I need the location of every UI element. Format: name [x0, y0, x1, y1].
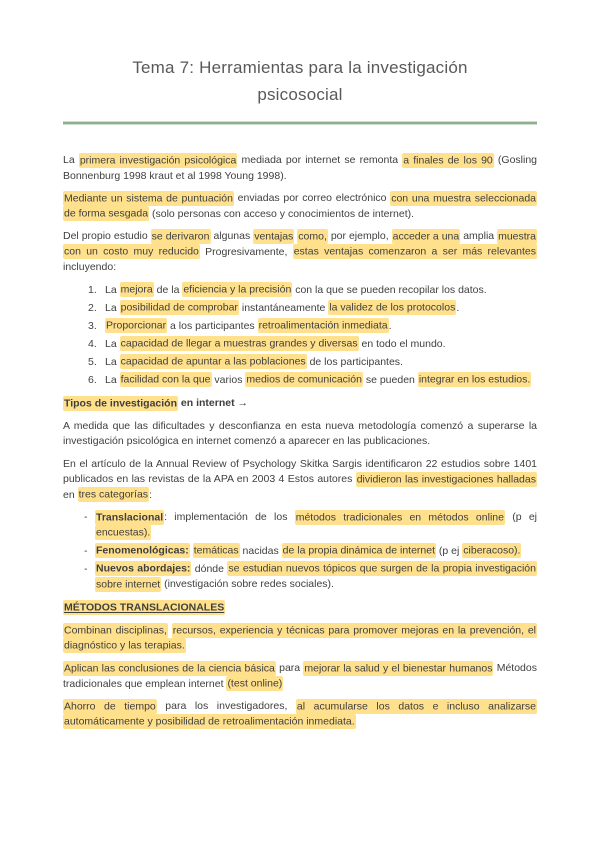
section-heading — [63, 601, 537, 617]
text-segment: algunas — [210, 230, 254, 242]
text-segment: (p ej — [436, 544, 463, 557]
text-segment: en internet — [178, 397, 238, 409]
text-segment: La — [105, 373, 120, 386]
list-marker: - — [84, 544, 88, 557]
list-marker: 3. — [88, 319, 97, 332]
text-segment: (p ej — [504, 511, 537, 523]
highlighted-text: medios de comunicación — [246, 373, 362, 386]
paragraph — [63, 661, 537, 692]
text-segment: En el artículo de la Annual Review of Psychology Skitka Sargis identificaron 22 estudios sobre 1401 publicados en las revistas de la APA en 2003 4 Estos autores — [63, 457, 537, 485]
highlighted-text: estas ventajas comenzaron a ser más relevantes — [293, 245, 537, 258]
text-segment: en — [63, 488, 78, 501]
highlighted-text: acceder a una — [392, 230, 460, 242]
highlighted-text: de la propia dinámica de internet — [282, 544, 436, 557]
highlighted-text: Nuevos abordajes: — [96, 562, 191, 575]
highlighted-text: temáticas — [193, 544, 239, 557]
text-segment: La — [105, 301, 120, 314]
text-segment: Métodos tradicionales que emplean internet — [63, 662, 537, 690]
list-marker: 2. — [88, 301, 97, 314]
highlighted-text: retroalimentación inmediata — [258, 319, 388, 332]
text-segment: instantáneamente — [238, 301, 329, 314]
title-divider-rule — [63, 121, 537, 125]
highlighted-text: ciberacoso). — [463, 544, 521, 557]
text-segment: de los participantes. — [306, 355, 403, 368]
list-item — [63, 510, 537, 541]
highlighted-text: recursos, experiencia y técnicas para promover mejoras en la prevención, el diagnóstico y las terapias. — [64, 624, 536, 652]
highlighted-text: MÉTODOS TRANSLACIONALES — [64, 601, 225, 614]
page-title-line1: Tema 7: Herramientas para la investigación — [132, 58, 468, 77]
highlighted-text: mejora — [120, 283, 153, 296]
highlighted-text: capacidad de apuntar a las poblaciones — [120, 355, 306, 368]
list-item — [63, 373, 537, 389]
highlighted-text: capacidad de llegar a muestras grandes y diversas — [120, 337, 358, 350]
dash-list — [63, 510, 537, 593]
text-segment: La — [105, 355, 120, 368]
text-segment: en todo el mundo. — [358, 337, 446, 350]
list-item — [63, 544, 537, 560]
paragraph — [63, 191, 537, 222]
text-segment: . — [388, 319, 392, 332]
text-segment: con la que se pueden recopilar los datos. — [292, 283, 487, 296]
paragraph — [63, 457, 537, 504]
page-title — [63, 54, 537, 108]
highlighted-text: (test online) — [227, 677, 283, 690]
highlighted-text: Mediante un sistema de puntuación — [64, 192, 233, 204]
text-segment: . — [456, 301, 460, 314]
highlighted-text: Proporcionar — [106, 319, 167, 332]
text-segment: Progresivamente, — [199, 245, 293, 258]
text-segment: dónde — [191, 562, 228, 575]
highlighted-text: a finales de los 90 — [403, 154, 493, 166]
text-segment: amplia — [460, 230, 498, 242]
text-segment: La — [105, 283, 120, 296]
list-marker: - — [84, 562, 88, 575]
text-segment: mediada por internet se remonta — [237, 154, 403, 166]
text-segment: Del propio estudio — [63, 230, 151, 242]
list-item-text — [95, 510, 537, 541]
section-heading — [63, 396, 537, 412]
highlighted-text: primera investigación psicológica — [79, 154, 237, 166]
list-marker: 4. — [88, 337, 97, 350]
list-item — [63, 283, 537, 299]
list-item-text — [105, 355, 537, 371]
text-segment: La — [105, 337, 120, 350]
text-segment: para los investigadores, — [156, 700, 296, 712]
highlighted-text: Ahorro de tiempo — [64, 700, 156, 712]
paragraph — [63, 699, 537, 730]
highlighted-text: se estudian nuevos tópicos que surgen de la propia investigación sobre internet — [96, 562, 536, 590]
list-item — [63, 355, 537, 371]
text-segment: para — [275, 662, 304, 674]
highlighted-text: ventajas — [254, 230, 294, 242]
text-segment: : implementación de los — [164, 511, 295, 523]
list-marker: 5. — [88, 355, 97, 368]
text-segment: de la — [153, 283, 183, 296]
text-segment: La — [63, 154, 79, 166]
highlighted-text: tres categorías — [78, 488, 149, 501]
page-title-line2: psicosocial — [257, 85, 343, 104]
highlighted-text: posibilidad de comprobar — [120, 301, 238, 314]
list-item-text — [105, 301, 537, 317]
paragraph — [63, 623, 537, 654]
paragraph — [63, 419, 537, 450]
highlighted-text: integrar en los estudios. — [418, 373, 531, 386]
highlighted-text: mejorar la salud y el bienestar humanos — [304, 662, 493, 674]
highlighted-text: Aplican las conclusiones de la ciencia básica — [64, 662, 275, 674]
paragraph — [63, 153, 537, 184]
text-segment: se pueden — [362, 373, 418, 386]
text-segment: enviadas por correo electrónico — [233, 192, 391, 204]
text-segment: varios — [211, 373, 246, 386]
highlighted-text: con una muestra seleccionada de forma sesgada — [64, 192, 537, 220]
list-item-text — [105, 337, 537, 353]
highlighted-text: encuestas). — [96, 526, 151, 539]
text-segment: a los participantes — [167, 319, 258, 332]
list-item — [63, 337, 537, 353]
text-segment: (investigación sobre redes sociales). — [161, 578, 334, 590]
list-marker: 1. — [88, 283, 97, 296]
text-segment: A medida que las dificultades y desconfianza en esta nueva metodología comenzó a superarse la investigación psicológica en internet comenzó a aparecer en las publicaciones. — [63, 419, 537, 447]
numbered-list — [63, 283, 537, 389]
highlighted-text: Tipos de investigación — [64, 397, 177, 409]
text-segment: (solo personas con acceso y conocimientos de internet). — [149, 207, 415, 220]
list-item — [63, 301, 537, 317]
list-item — [63, 562, 537, 593]
document-content — [63, 153, 537, 730]
list-item-text — [105, 319, 537, 335]
highlighted-text: como, — [298, 230, 327, 242]
highlighted-text: la validez de los protocolos — [329, 301, 456, 314]
text-segment: nacidas — [239, 544, 282, 557]
highlighted-text: al acumularse los datos e incluso analizarse automáticamente y posibilidad de retroalimentación inmediata. — [64, 700, 536, 728]
list-marker: - — [84, 511, 88, 523]
text-segment: por ejemplo, — [327, 230, 392, 242]
highlighted-text: muestra con un costo muy reducido — [64, 230, 537, 258]
highlighted-text: Translacional — [96, 511, 164, 523]
text-segment: incluyendo: — [63, 261, 117, 273]
highlighted-text: facilidad con la que — [120, 373, 211, 386]
highlighted-text: se derivaron — [151, 230, 210, 242]
list-item-text — [95, 544, 537, 560]
text-segment: : — [149, 488, 152, 501]
highlighted-text: dividieron las investigaciones halladas — [356, 473, 536, 485]
highlighted-text: Fenomenológicas: — [96, 544, 189, 557]
list-item — [63, 319, 537, 335]
highlighted-text: Combinan disciplinas, — [64, 624, 167, 636]
paragraph — [63, 229, 537, 276]
list-item-text — [105, 373, 537, 389]
list-marker: 6. — [88, 373, 97, 386]
text-segment: (Gosling Bonnenburg 1998 kraut et al 1998 Young 1998). — [63, 154, 537, 182]
list-item-text — [95, 562, 537, 593]
text-segment: → — [237, 397, 249, 409]
highlighted-text: eficiencia y la precisión — [183, 283, 292, 296]
list-item-text — [105, 283, 537, 299]
highlighted-text: métodos tradicionales en métodos online — [295, 511, 504, 523]
